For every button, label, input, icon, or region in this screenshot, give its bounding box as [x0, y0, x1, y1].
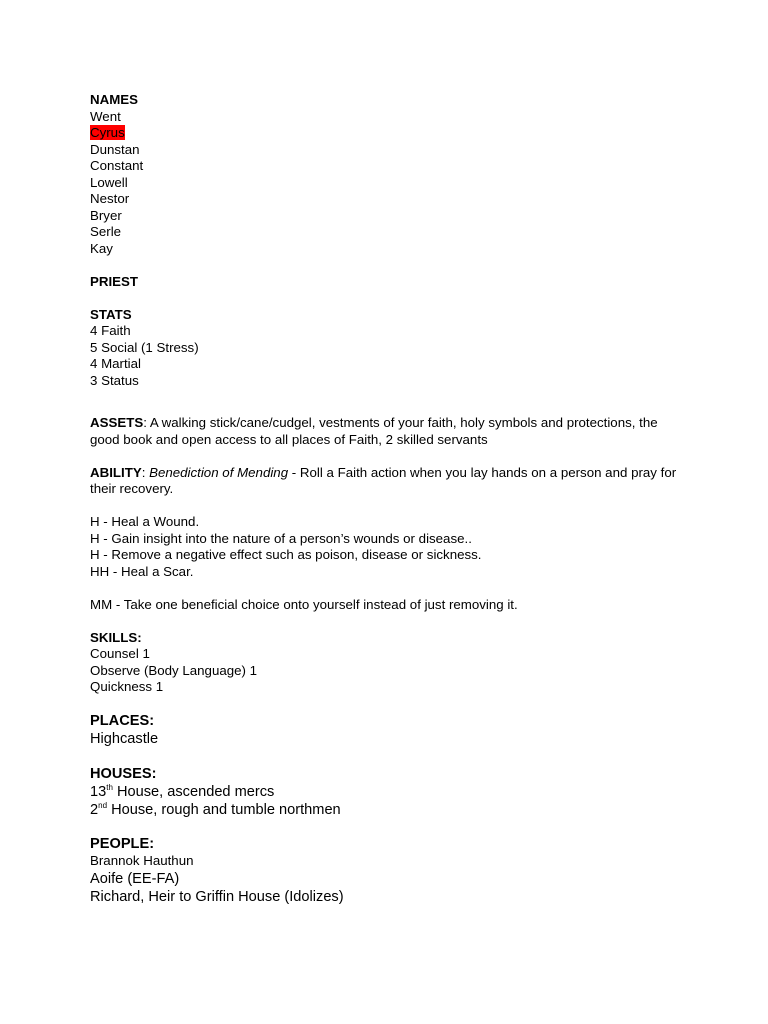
- stat-item: 5 Social (1 Stress): [90, 339, 199, 355]
- document-body: [90, 92, 690, 906]
- person-item: Brannok Hauthun: [90, 853, 194, 868]
- ability-text: - Roll a Faith action when you lay hands on a person and pray for their recovery.: [90, 464, 677, 496]
- ability-result: H - Heal a Wound.: [90, 514, 200, 529]
- assets-paragraph: [90, 415, 690, 448]
- name-item: Serle: [90, 224, 122, 239]
- names-heading: NAMES: [90, 92, 139, 107]
- house-desc: House, ascended mercs: [112, 783, 275, 800]
- ability-result: H - Remove a negative effect such as poison, disease or sickness.: [90, 547, 482, 562]
- house-item: [90, 801, 690, 819]
- skill-item: Observe (Body Language) 1: [90, 662, 258, 678]
- house-ordinal: nd: [98, 800, 108, 810]
- ability-name: Benediction of Mending: [149, 464, 289, 480]
- ability-mm: MM - Take one beneficial choice onto yourself instead of just removing it.: [90, 596, 518, 612]
- person-item: Aoife (EE-FA): [90, 870, 180, 887]
- name-item: Nestor: [90, 191, 130, 206]
- house-ordinal: th: [106, 782, 113, 792]
- assets-text: : A walking stick/cane/cudgel, vestments of your faith, holy symbols and protections, the good book and open access to all places of Faith, 2 skilled servants: [90, 415, 658, 447]
- skill-item: Counsel 1: [90, 646, 150, 661]
- place-item: Highcastle: [90, 731, 159, 747]
- name-item: Kay: [90, 240, 113, 256]
- name-item: Lowell: [90, 174, 128, 190]
- houses-heading: HOUSES:: [90, 765, 157, 782]
- skill-item: Quickness 1: [90, 679, 164, 694]
- name-item: Bryer: [90, 207, 122, 223]
- ability-result: H - Gain insight into the nature of a person’s wounds or disease..: [90, 530, 472, 546]
- stat-item: 3 Status: [90, 372, 139, 388]
- skills-heading: SKILLS:: [90, 629, 142, 645]
- name-item: Went: [90, 108, 121, 124]
- assets-label: ASSETS: [90, 415, 144, 430]
- house-item: [90, 783, 690, 801]
- house-number: 2: [90, 801, 99, 818]
- name-item: Constant: [90, 158, 144, 173]
- house-number: 13: [90, 783, 107, 800]
- house-desc: House, rough and tumble northmen: [107, 801, 341, 818]
- ability-separator: :: [141, 464, 150, 480]
- places-heading: PLACES:: [90, 713, 155, 729]
- stats-heading: STATS: [90, 306, 132, 322]
- stat-item: 4 Faith: [90, 323, 131, 338]
- highlighted-name: Cyrus: [90, 125, 125, 140]
- ability-result: HH - Heal a Scar.: [90, 563, 194, 579]
- ability-paragraph: [90, 465, 690, 498]
- people-heading: PEOPLE:: [90, 836, 155, 852]
- ability-label: ABILITY: [90, 464, 142, 480]
- class-title: PRIEST: [90, 273, 139, 289]
- name-item: Dunstan: [90, 141, 140, 157]
- person-item: Richard, Heir to Griffin House (Idolizes): [90, 888, 344, 905]
- stat-item: 4 Martial: [90, 356, 141, 371]
